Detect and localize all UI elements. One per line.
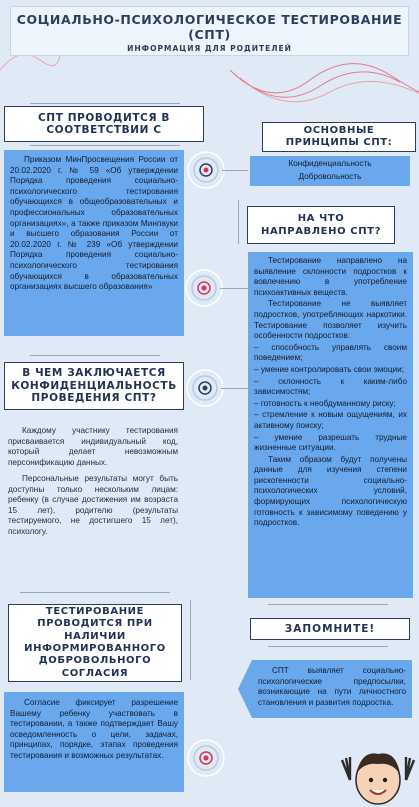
target-circle-icon: [186, 738, 226, 778]
section-title-principles-text: ОСНОВНЫЕ ПРИНЦИПЫ СПТ:: [285, 125, 393, 148]
aim-list-item: – склонность к каким-либо зависимостям;: [254, 376, 407, 397]
section-title-remember-text: ЗАПОМНИТЕ!: [284, 623, 376, 635]
remember-text: СПТ выявляет социально-психологические предпосылки, возникающие на пути личностного становления и развития подростка.: [258, 666, 406, 707]
triangle-pointer-icon: [238, 660, 252, 718]
aim-paragraph-1: Тестирование направлено на выявление склонности подростков к вовлечению в употребление психоактивных веществ.: [254, 256, 407, 297]
divider: [30, 103, 180, 104]
section-title-basis: [4, 106, 204, 142]
divider: [30, 145, 180, 146]
target-circle-icon: [184, 268, 224, 308]
divider-vertical: [190, 600, 191, 680]
page-header: [10, 6, 409, 56]
cartoon-boy-illustration: [340, 740, 416, 807]
connector-line: [222, 170, 248, 171]
aim-list-item: – стремление к новым ощущениям, их активному поиску;: [254, 410, 407, 430]
divider-vertical: [238, 200, 239, 244]
section-title-confidentiality-text: В ЧЕМ ЗАКЛЮЧАЕТСЯ КОНФИДЕНЦИАЛЬНОСТЬ ПРОВЕДЕНИЯ СПТ?: [11, 367, 177, 405]
section-title-aim: [247, 206, 395, 244]
aim-list-item: – умение разрешать трудные жизненные ситуации.: [254, 432, 407, 453]
divider: [268, 646, 388, 647]
section-title-aim-text: НА ЧТО НАПРАВЛЕНО СПТ?: [261, 213, 381, 237]
section-title-principles: [262, 122, 416, 152]
legal-basis-block: [4, 150, 184, 336]
principles-block: [250, 156, 410, 186]
page-title-abbr: (СПТ): [188, 27, 231, 42]
remember-block: [252, 660, 412, 718]
section-title-consent-text: ТЕСТИРОВАНИЕ ПРОВОДИТСЯ ПРИ НАЛИЧИИ ИНФОРМИРОВАННОГО ДОБРОВОЛЬНОГО СОГЛАСИЯ: [24, 605, 166, 679]
connector-line: [221, 388, 248, 389]
aim-block: [248, 252, 413, 598]
decorative-waves: [230, 50, 419, 110]
principle-confidentiality: Конфиденциальность: [288, 159, 372, 168]
section-title-confidentiality: [4, 362, 184, 410]
connector-line: [220, 288, 248, 289]
divider: [268, 604, 388, 605]
page-subtitle: ИНФОРМАЦИЯ ДЛЯ РОДИТЕЛЕЙ: [127, 44, 292, 53]
target-circle-icon: [185, 368, 225, 408]
target-circle-icon: [186, 150, 226, 190]
aim-list-item: – способность управлять своим поведением;: [254, 342, 407, 363]
divider: [30, 355, 160, 356]
legal-basis-text: Приказом МинПросвещения России от 20.02.2020 г. № 59 «Об утверждении Порядка проведения социально-психологического тестирования обучающихся в общеобразовательных и профессиональных образовательных организациях», а также приказом Минпауки и высшего образования России от 20.02.2020 г. № 239 «Об утверждении Порядка проведения социально-психологического тестирования обучающихся в образовательных организациях высшего образования»: [10, 155, 178, 292]
confidentiality-paragraph-2: Персональные результаты могут быть доступны только нескольким лицам: ребенку (в случае достижения им возраста 15 лет), родителю (результаты тестируемого, не достигшего 15 лет), психологу.: [8, 474, 178, 536]
section-title-consent: [8, 604, 182, 682]
confidentiality-paragraph-1: Каждому участнику тестирования присваивается индивидуальный код, который делает невозможным персонификацию данных.: [8, 426, 178, 467]
consent-block: [4, 692, 184, 792]
section-title-remember: [250, 618, 410, 640]
page-title: СОЦИАЛЬНО-ПСИХОЛОГИЧЕСКОЕ ТЕСТИРОВАНИЕ: [16, 12, 403, 27]
confidentiality-text: [8, 426, 178, 543]
section-title-basis-text: СПТ ПРОВОДИТСЯ В СООТВЕТСТВИИ С: [37, 112, 170, 136]
divider: [20, 592, 170, 593]
aim-paragraph-2: Тестирование не выявляет подростков, употребляющих наркотики. Тестирование позволяет изучить особенности подростков:: [254, 299, 407, 341]
aim-list-item: – готовность к необдуманному риску;: [254, 398, 396, 408]
principle-voluntariness: Добровольность: [298, 171, 362, 181]
aim-list-item: – умение контролировать свои эмоции;: [254, 364, 404, 374]
consent-text: Согласие фиксирует разрешение Вашему ребенку участвовать в тестировании, а также подтверждает Вашу осведомленность о цели, задачах, принципах, порядке, этапах проведения тестирования и возможных результатах.: [10, 698, 178, 760]
aim-paragraph-3: Таким образом будут получены данные для изучения степени рискогенности социально-психологических условий, формирующих психологическую готовность к зависимому поведению у подростков.: [254, 454, 407, 528]
